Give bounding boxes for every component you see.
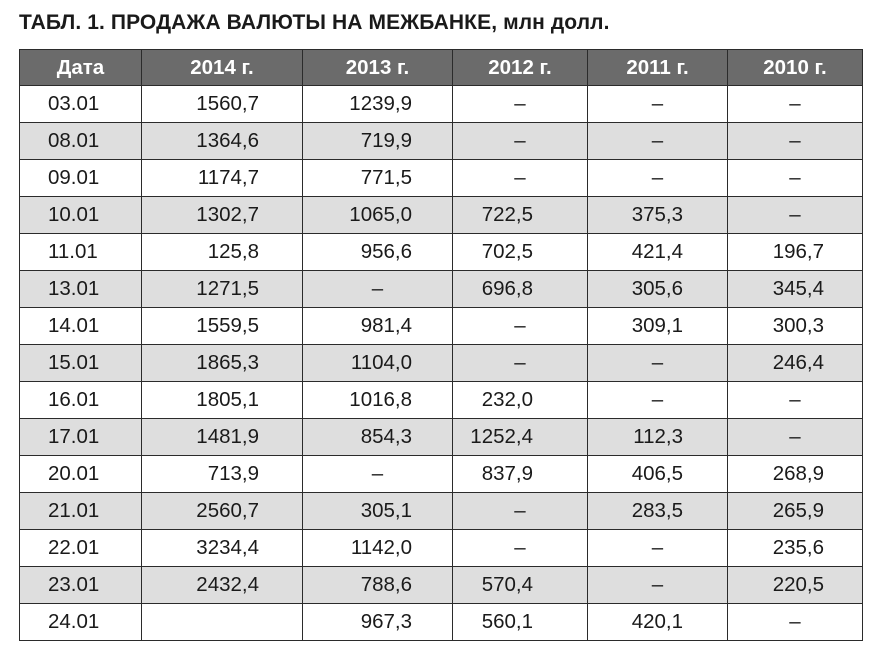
- value-cell: 246,4: [728, 345, 863, 382]
- value-cell: 421,4: [588, 234, 728, 271]
- value-cell: –: [728, 419, 863, 456]
- value-cell: 1174,7: [142, 160, 303, 197]
- value-cell: 1142,0: [303, 530, 453, 567]
- value-cell: 956,6: [303, 234, 453, 271]
- value-cell: 345,4: [728, 271, 863, 308]
- value-cell: –: [588, 86, 728, 123]
- table-row: [20, 382, 863, 419]
- value-cell: 232,0: [453, 382, 588, 419]
- value-cell: –: [453, 123, 588, 160]
- currency-sales-table: [19, 49, 863, 641]
- date-cell: 22.01: [20, 530, 142, 567]
- value-cell: 2432,4: [142, 567, 303, 604]
- date-cell: 24.01: [20, 604, 142, 641]
- value-cell: 837,9: [453, 456, 588, 493]
- table-row: [20, 419, 863, 456]
- value-cell: –: [453, 345, 588, 382]
- value-cell: –: [303, 456, 453, 493]
- value-cell: 1560,7: [142, 86, 303, 123]
- table-title-unit: млн долл.: [503, 11, 610, 34]
- table-title: [19, 11, 610, 35]
- date-cell: 14.01: [20, 308, 142, 345]
- value-cell: –: [453, 530, 588, 567]
- header-row: [20, 50, 863, 86]
- date-cell: 17.01: [20, 419, 142, 456]
- date-cell: 20.01: [20, 456, 142, 493]
- value-cell: 788,6: [303, 567, 453, 604]
- value-cell: –: [588, 345, 728, 382]
- date-cell: 13.01: [20, 271, 142, 308]
- table-header: [20, 50, 863, 86]
- value-cell: –: [728, 123, 863, 160]
- value-cell: 420,1: [588, 604, 728, 641]
- value-cell: 305,6: [588, 271, 728, 308]
- value-cell: –: [588, 567, 728, 604]
- value-cell: 3234,4: [142, 530, 303, 567]
- value-cell: –: [453, 160, 588, 197]
- value-cell: –: [453, 86, 588, 123]
- value-cell: 309,1: [588, 308, 728, 345]
- value-cell: 1104,0: [303, 345, 453, 382]
- value-cell: 713,9: [142, 456, 303, 493]
- column-header-year: 2012 г.: [453, 50, 588, 86]
- value-cell: 702,5: [453, 234, 588, 271]
- value-cell: 1481,9: [142, 419, 303, 456]
- value-cell: 981,4: [303, 308, 453, 345]
- value-cell: 125,8: [142, 234, 303, 271]
- value-cell: 1805,1: [142, 382, 303, 419]
- value-cell: 1016,8: [303, 382, 453, 419]
- value-cell: 560,1: [453, 604, 588, 641]
- value-cell: 696,8: [453, 271, 588, 308]
- value-cell: –: [728, 382, 863, 419]
- value-cell: –: [453, 493, 588, 530]
- date-cell: 09.01: [20, 160, 142, 197]
- value-cell: –: [303, 271, 453, 308]
- value-cell: 300,3: [728, 308, 863, 345]
- value-cell: 1865,3: [142, 345, 303, 382]
- table-row: [20, 604, 863, 641]
- value-cell: –: [588, 382, 728, 419]
- table-row: [20, 234, 863, 271]
- value-cell: 112,3: [588, 419, 728, 456]
- column-header-year: 2010 г.: [728, 50, 863, 86]
- date-cell: 15.01: [20, 345, 142, 382]
- value-cell: 722,5: [453, 197, 588, 234]
- value-cell: 375,3: [588, 197, 728, 234]
- date-cell: 16.01: [20, 382, 142, 419]
- value-cell: 1271,5: [142, 271, 303, 308]
- date-cell: 21.01: [20, 493, 142, 530]
- value-cell: 196,7: [728, 234, 863, 271]
- value-cell: 235,6: [728, 530, 863, 567]
- table-row: [20, 308, 863, 345]
- value-cell: 570,4: [453, 567, 588, 604]
- table-row: [20, 123, 863, 160]
- table-row: [20, 493, 863, 530]
- value-cell: 1364,6: [142, 123, 303, 160]
- column-header-date: Дата: [20, 50, 142, 86]
- value-cell: –: [588, 123, 728, 160]
- column-header-year: 2013 г.: [303, 50, 453, 86]
- value-cell: 305,1: [303, 493, 453, 530]
- column-header-year: 2011 г.: [588, 50, 728, 86]
- table-row: [20, 160, 863, 197]
- date-cell: 08.01: [20, 123, 142, 160]
- value-cell: 719,9: [303, 123, 453, 160]
- value-cell: 406,5: [588, 456, 728, 493]
- value-cell: –: [728, 86, 863, 123]
- table-row: [20, 271, 863, 308]
- value-cell: 1252,4: [453, 419, 588, 456]
- value-cell: –: [728, 197, 863, 234]
- table-title-main: ТАБЛ. 1. ПРОДАЖА ВАЛЮТЫ НА МЕЖБАНКЕ,: [19, 11, 498, 34]
- value-cell: –: [588, 530, 728, 567]
- value-cell: –: [453, 308, 588, 345]
- value-cell: 1239,9: [303, 86, 453, 123]
- value-cell: 283,5: [588, 493, 728, 530]
- value-cell: [142, 604, 303, 641]
- date-cell: 03.01: [20, 86, 142, 123]
- value-cell: 1559,5: [142, 308, 303, 345]
- date-cell: 11.01: [20, 234, 142, 271]
- table-row: [20, 456, 863, 493]
- date-cell: 10.01: [20, 197, 142, 234]
- value-cell: 2560,7: [142, 493, 303, 530]
- value-cell: –: [588, 160, 728, 197]
- value-cell: 265,9: [728, 493, 863, 530]
- value-cell: 771,5: [303, 160, 453, 197]
- table-row: [20, 86, 863, 123]
- value-cell: 1065,0: [303, 197, 453, 234]
- value-cell: 220,5: [728, 567, 863, 604]
- column-header-year: 2014 г.: [142, 50, 303, 86]
- table-body: [20, 86, 863, 641]
- table-row: [20, 567, 863, 604]
- date-cell: 23.01: [20, 567, 142, 604]
- value-cell: –: [728, 160, 863, 197]
- table-row: [20, 530, 863, 567]
- value-cell: 1302,7: [142, 197, 303, 234]
- value-cell: –: [728, 604, 863, 641]
- value-cell: 854,3: [303, 419, 453, 456]
- table-row: [20, 197, 863, 234]
- table-row: [20, 345, 863, 382]
- value-cell: 967,3: [303, 604, 453, 641]
- value-cell: 268,9: [728, 456, 863, 493]
